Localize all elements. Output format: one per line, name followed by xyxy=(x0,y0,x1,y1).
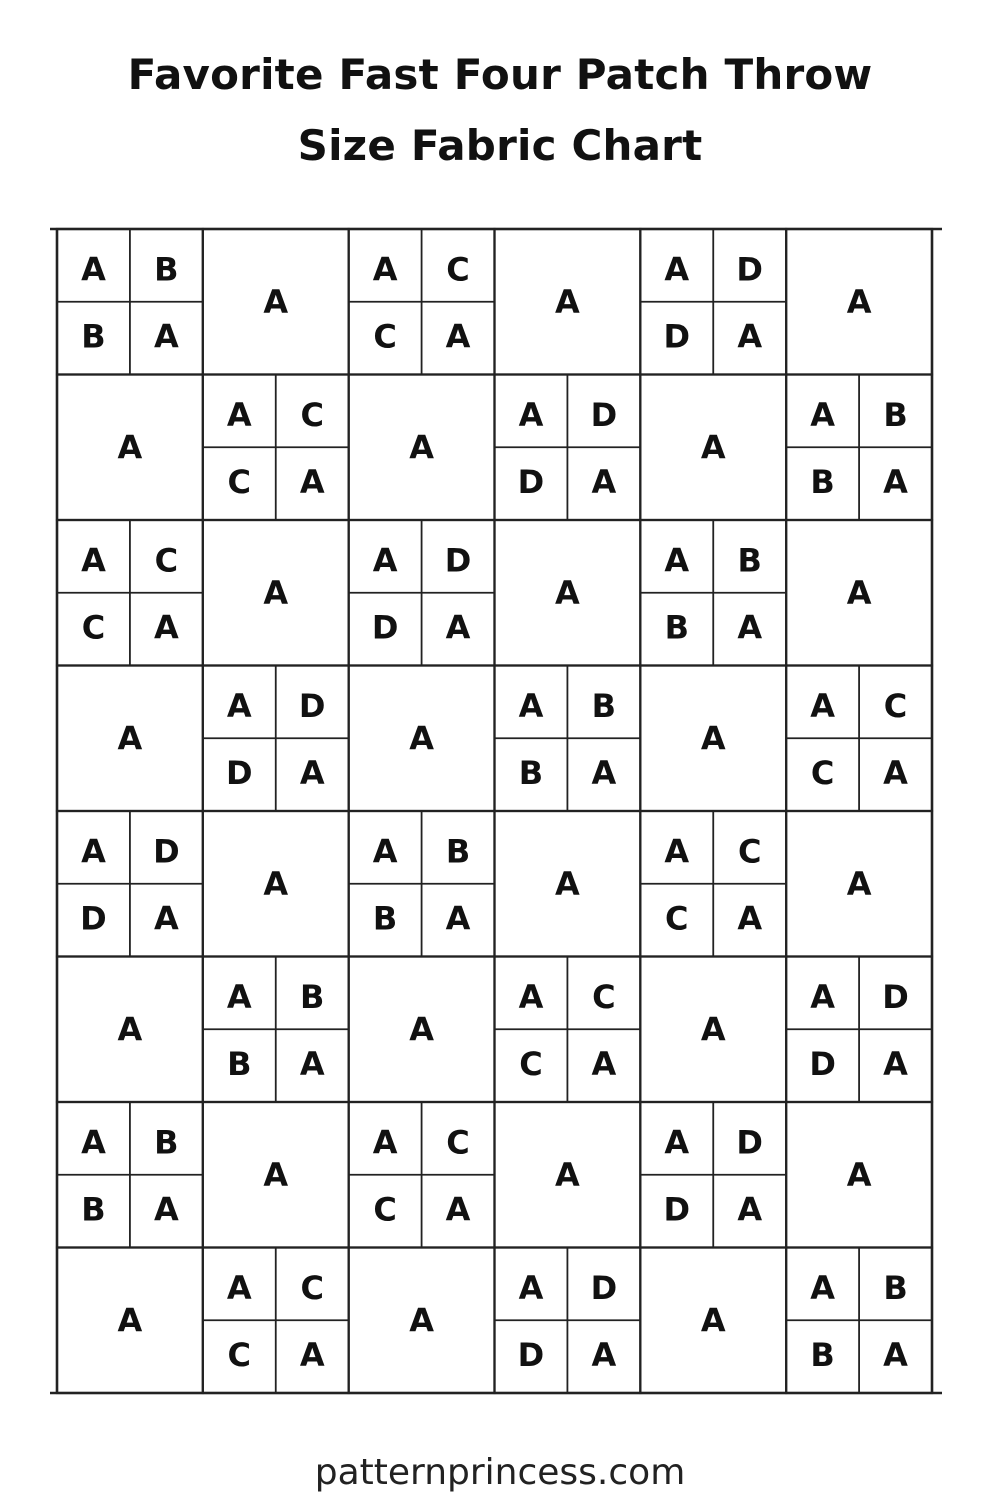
solid-block-fabric-label: A xyxy=(700,719,726,758)
patch-fabric-label: A xyxy=(664,832,690,871)
patch-fabric-label: A xyxy=(226,687,252,726)
patch-fabric-label: D xyxy=(736,250,763,289)
patch-fabric-label: D xyxy=(153,832,180,871)
patch-fabric-label: A xyxy=(883,754,908,793)
patch-fabric-label: C xyxy=(300,1269,324,1308)
solid-block-fabric-label: A xyxy=(117,428,143,467)
patch-fabric-label: A xyxy=(591,463,617,502)
patch-fabric-label: A xyxy=(445,608,471,647)
patch-fabric-label: C xyxy=(519,1045,543,1084)
patch-fabric-label: C xyxy=(373,317,397,356)
solid-block-fabric-label: A xyxy=(846,573,872,612)
patch-fabric-label: B xyxy=(81,317,106,356)
patch-fabric-label: A xyxy=(372,1123,398,1162)
patch-fabric-label: A xyxy=(518,978,544,1017)
patch-fabric-label: C xyxy=(446,1123,470,1162)
patch-fabric-label: A xyxy=(445,317,471,356)
solid-block-fabric-label: A xyxy=(409,719,434,758)
patch-fabric-label: A xyxy=(810,396,836,435)
patch-fabric-label: C xyxy=(373,1190,397,1229)
solid-block-fabric-label: A xyxy=(700,428,726,467)
patch-fabric-label: B xyxy=(883,396,908,435)
patch-fabric-label: D xyxy=(590,1269,618,1308)
patch-fabric-label: B xyxy=(883,1269,908,1308)
patch-fabric-label: A xyxy=(810,978,836,1017)
patch-fabric-label: A xyxy=(81,1123,106,1162)
patch-fabric-label: C xyxy=(227,463,252,502)
patch-fabric-label: D xyxy=(663,1190,691,1229)
website-credit: patternprincess.com xyxy=(314,1452,686,1493)
patch-fabric-label: B xyxy=(154,250,179,289)
solid-block-fabric-label: A xyxy=(117,1010,143,1049)
patch-fabric-label: A xyxy=(591,1336,617,1375)
patch-fabric-label: A xyxy=(591,754,617,793)
patch-fabric-label: A xyxy=(737,1190,763,1229)
patch-fabric-label: D xyxy=(663,317,691,356)
solid-block-fabric-label: A xyxy=(846,864,872,903)
solid-block-fabric-label: A xyxy=(409,428,434,467)
patch-fabric-label: C xyxy=(300,396,324,435)
patch-fabric-label: D xyxy=(809,1045,836,1084)
patch-fabric-label: A xyxy=(737,317,763,356)
patch-fabric-label: A xyxy=(664,250,690,289)
solid-block-fabric-label: A xyxy=(117,1301,143,1340)
patch-fabric-label: A xyxy=(153,1190,179,1229)
patch-fabric-label: D xyxy=(80,899,107,938)
patch-fabric-label: D xyxy=(517,463,545,502)
patch-fabric-label: C xyxy=(446,250,470,289)
patch-fabric-label: A xyxy=(299,463,325,502)
patch-fabric-label: C xyxy=(737,832,762,871)
patch-fabric-label: A xyxy=(81,541,106,580)
patch-fabric-label: A xyxy=(226,978,252,1017)
solid-block-fabric-label: A xyxy=(117,719,143,758)
patch-fabric-label: A xyxy=(518,687,544,726)
patch-fabric-label: B xyxy=(154,1123,179,1162)
patch-fabric-label: C xyxy=(592,978,616,1017)
patch-fabric-label: A xyxy=(153,608,179,647)
patch-fabric-label: A xyxy=(372,541,398,580)
patch-fabric-label: A xyxy=(299,754,325,793)
patch-fabric-label: C xyxy=(665,899,689,938)
patch-fabric-label: A xyxy=(883,1336,908,1375)
patch-fabric-label: B xyxy=(664,608,689,647)
patch-fabric-label: B xyxy=(810,463,835,502)
patch-fabric-label: A xyxy=(737,899,763,938)
patch-fabric-label: B xyxy=(227,1045,252,1084)
patch-fabric-label: C xyxy=(81,608,106,647)
chart-title-line-2: Size Fabric Chart xyxy=(297,121,703,170)
solid-block-fabric-label: A xyxy=(263,282,289,321)
solid-block-fabric-label: A xyxy=(700,1301,726,1340)
patch-fabric-label: A xyxy=(372,250,398,289)
patch-fabric-label: A xyxy=(445,899,471,938)
solid-block-fabric-label: A xyxy=(700,1010,726,1049)
patch-fabric-label: A xyxy=(518,396,544,435)
patch-fabric-label: B xyxy=(737,541,762,580)
patch-fabric-label: A xyxy=(153,317,179,356)
patch-fabric-label: A xyxy=(664,1123,690,1162)
patch-fabric-label: A xyxy=(883,1045,908,1084)
patch-fabric-label: A xyxy=(591,1045,617,1084)
patch-fabric-label: B xyxy=(810,1336,835,1375)
patch-fabric-label: A xyxy=(518,1269,544,1308)
patch-fabric-label: C xyxy=(154,541,179,580)
solid-block-fabric-label: A xyxy=(263,573,289,612)
solid-block-fabric-label: A xyxy=(555,864,580,903)
patch-fabric-label: A xyxy=(226,396,252,435)
patch-fabric-label: A xyxy=(445,1190,471,1229)
solid-block-fabric-label: A xyxy=(846,282,872,321)
patch-fabric-label: D xyxy=(371,608,399,647)
patch-fabric-label: C xyxy=(227,1336,252,1375)
patch-fabric-label: A xyxy=(883,463,908,502)
patch-fabric-label: A xyxy=(737,608,763,647)
patch-fabric-label: A xyxy=(664,541,690,580)
patch-fabric-label: A xyxy=(226,1269,252,1308)
patch-fabric-label: B xyxy=(372,899,398,938)
patch-fabric-label: A xyxy=(81,250,106,289)
patch-fabric-label: C xyxy=(810,754,835,793)
solid-block-fabric-label: A xyxy=(409,1010,434,1049)
patch-fabric-label: A xyxy=(810,1269,836,1308)
patch-fabric-label: A xyxy=(810,687,836,726)
patch-fabric-label: D xyxy=(517,1336,545,1375)
patch-fabric-label: D xyxy=(298,687,326,726)
solid-block-fabric-label: A xyxy=(555,282,580,321)
patch-fabric-label: D xyxy=(226,754,253,793)
patch-fabric-label: A xyxy=(372,832,398,871)
patch-fabric-label: B xyxy=(591,687,617,726)
patch-fabric-label: A xyxy=(81,832,106,871)
patch-fabric-label: D xyxy=(736,1123,763,1162)
patch-fabric-label: A xyxy=(153,899,179,938)
solid-block-fabric-label: A xyxy=(409,1301,434,1340)
solid-block-fabric-label: A xyxy=(263,864,289,903)
chart-title-line-1: Favorite Fast Four Patch Throw xyxy=(127,50,873,99)
patch-fabric-label: A xyxy=(299,1336,325,1375)
solid-block-fabric-label: A xyxy=(263,1155,289,1194)
patch-fabric-label: B xyxy=(81,1190,106,1229)
solid-block-fabric-label: A xyxy=(846,1155,872,1194)
solid-block-fabric-label: A xyxy=(555,1155,580,1194)
patch-fabric-label: A xyxy=(299,1045,325,1084)
patch-fabric-label: D xyxy=(444,541,472,580)
solid-block-fabric-label: A xyxy=(555,573,580,612)
patch-fabric-label: D xyxy=(590,396,618,435)
patch-fabric-label: B xyxy=(445,832,471,871)
patch-fabric-label: B xyxy=(300,978,325,1017)
patch-fabric-label: D xyxy=(882,978,909,1017)
patch-fabric-label: B xyxy=(518,754,544,793)
patch-fabric-label: C xyxy=(883,687,908,726)
